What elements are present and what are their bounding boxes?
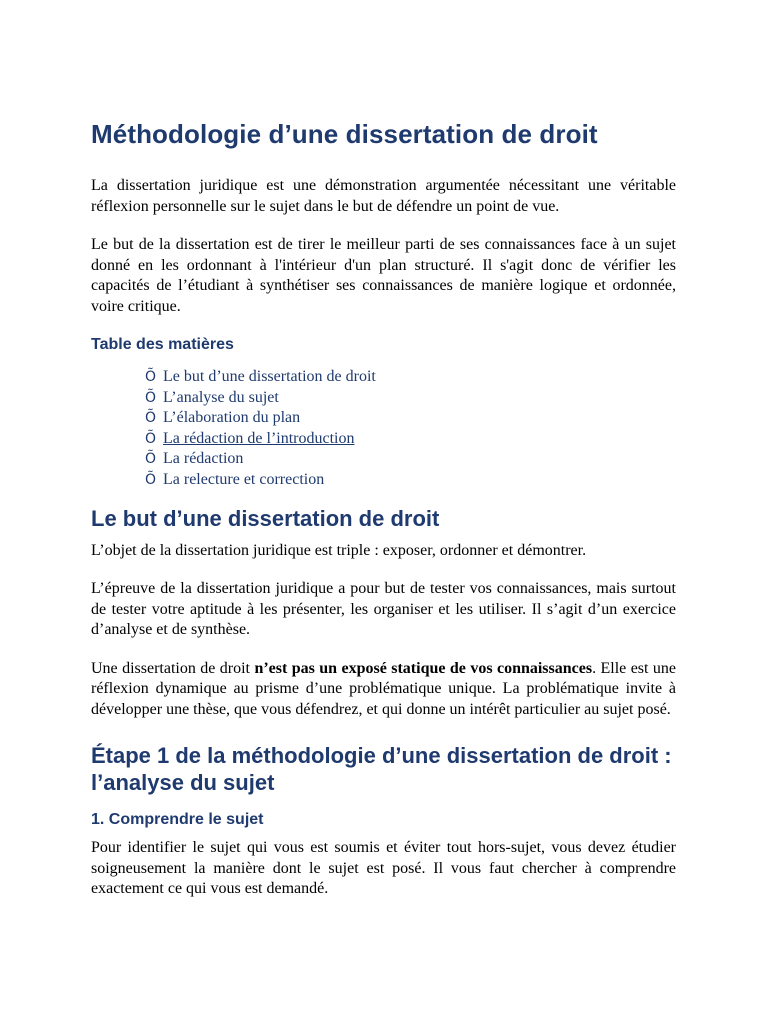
toc-link-but[interactable]: Le but d’une dissertation de droit	[163, 368, 376, 385]
toc-link-relecture[interactable]: La relecture et correction	[163, 470, 325, 488]
section2-paragraph-1: Pour identifier le sujet qui vous est soumis et éviter tout hors-sujet, vous devez étudier soigneusement la manière dont le sujet est posé. Il vous faut chercher à comprendre exactement ce qui vous est demandé.	[91, 839, 676, 898]
section1-p3-start: Une dissertation de droit	[91, 659, 255, 677]
section1-p3-bold: n’est pas un exposé statique de vos connaissances	[254, 659, 593, 677]
bullet-icon: Õ	[145, 451, 157, 468]
bullet-icon: Õ	[145, 471, 157, 488]
toc-item	[145, 388, 676, 409]
intro-paragraph-1: La dissertation juridique est une démonstration argumentée nécessitant une véritable réflexion personnelle sur le sujet dans le but de défendre un point de vue.	[91, 177, 676, 215]
bullet-icon: Õ	[145, 430, 157, 447]
section-heading-etape-1: Étape 1 de la méthodologie d’une dissertation de droit : l’analyse du sujet	[91, 743, 672, 796]
table-of-contents	[91, 367, 676, 491]
toc-link-analyse[interactable]: L’analyse du sujet	[163, 388, 279, 406]
bullet-icon: Õ	[145, 389, 157, 406]
section1-paragraph-1: L’objet de la dissertation juridique est triple : exposer, ordonner et démontrer.	[91, 541, 587, 559]
intro-paragraph-2: Le but de la dissertation est de tirer le meilleur parti de ses connaissances face à un sujet donné en les ordonnant à l'intérieur d'un plan structuré. Il s'agit donc de vérifier les capacités de l’étudiant à synthétiser ses connaissances de manière logique et ordonnée, voire critique.	[91, 236, 676, 315]
document-page	[91, 118, 676, 900]
toc-item	[145, 408, 676, 429]
bullet-icon: Õ	[145, 369, 157, 385]
section-heading-but: Le but d’une dissertation de droit	[91, 505, 440, 531]
section1-paragraph-2: L’épreuve de la dissertation juridique a pour but de tester vos connaissances, mais surtout de tester votre aptitude à les présenter, les organiser et les utiliser. Il s’agit d’un exercice d’analyse et de synthèse.	[91, 580, 676, 639]
toc-link-introduction[interactable]: La rédaction de l’introduction	[163, 429, 355, 447]
toc-item	[145, 449, 676, 470]
section1-paragraph-3	[91, 659, 676, 721]
toc-item	[145, 429, 676, 450]
toc-item	[145, 470, 676, 491]
toc-link-redaction[interactable]: La rédaction	[163, 450, 244, 468]
toc-link-plan[interactable]: L’élaboration du plan	[163, 409, 301, 427]
toc-heading: Table des matières	[91, 336, 234, 353]
toc-item	[145, 367, 676, 388]
section1-p3-end: . Elle est une réflexion dynamique au prisme d’une problématique unique. La problématique invite à développer une thèse, que vous défendrez, et qui donne un intérêt particulier au sujet posé.	[91, 659, 676, 718]
sub-heading-comprendre: 1. Comprendre le sujet	[91, 811, 264, 829]
document-title: Méthodologie d’une dissertation de droit	[91, 119, 598, 149]
bullet-icon: Õ	[145, 410, 157, 427]
